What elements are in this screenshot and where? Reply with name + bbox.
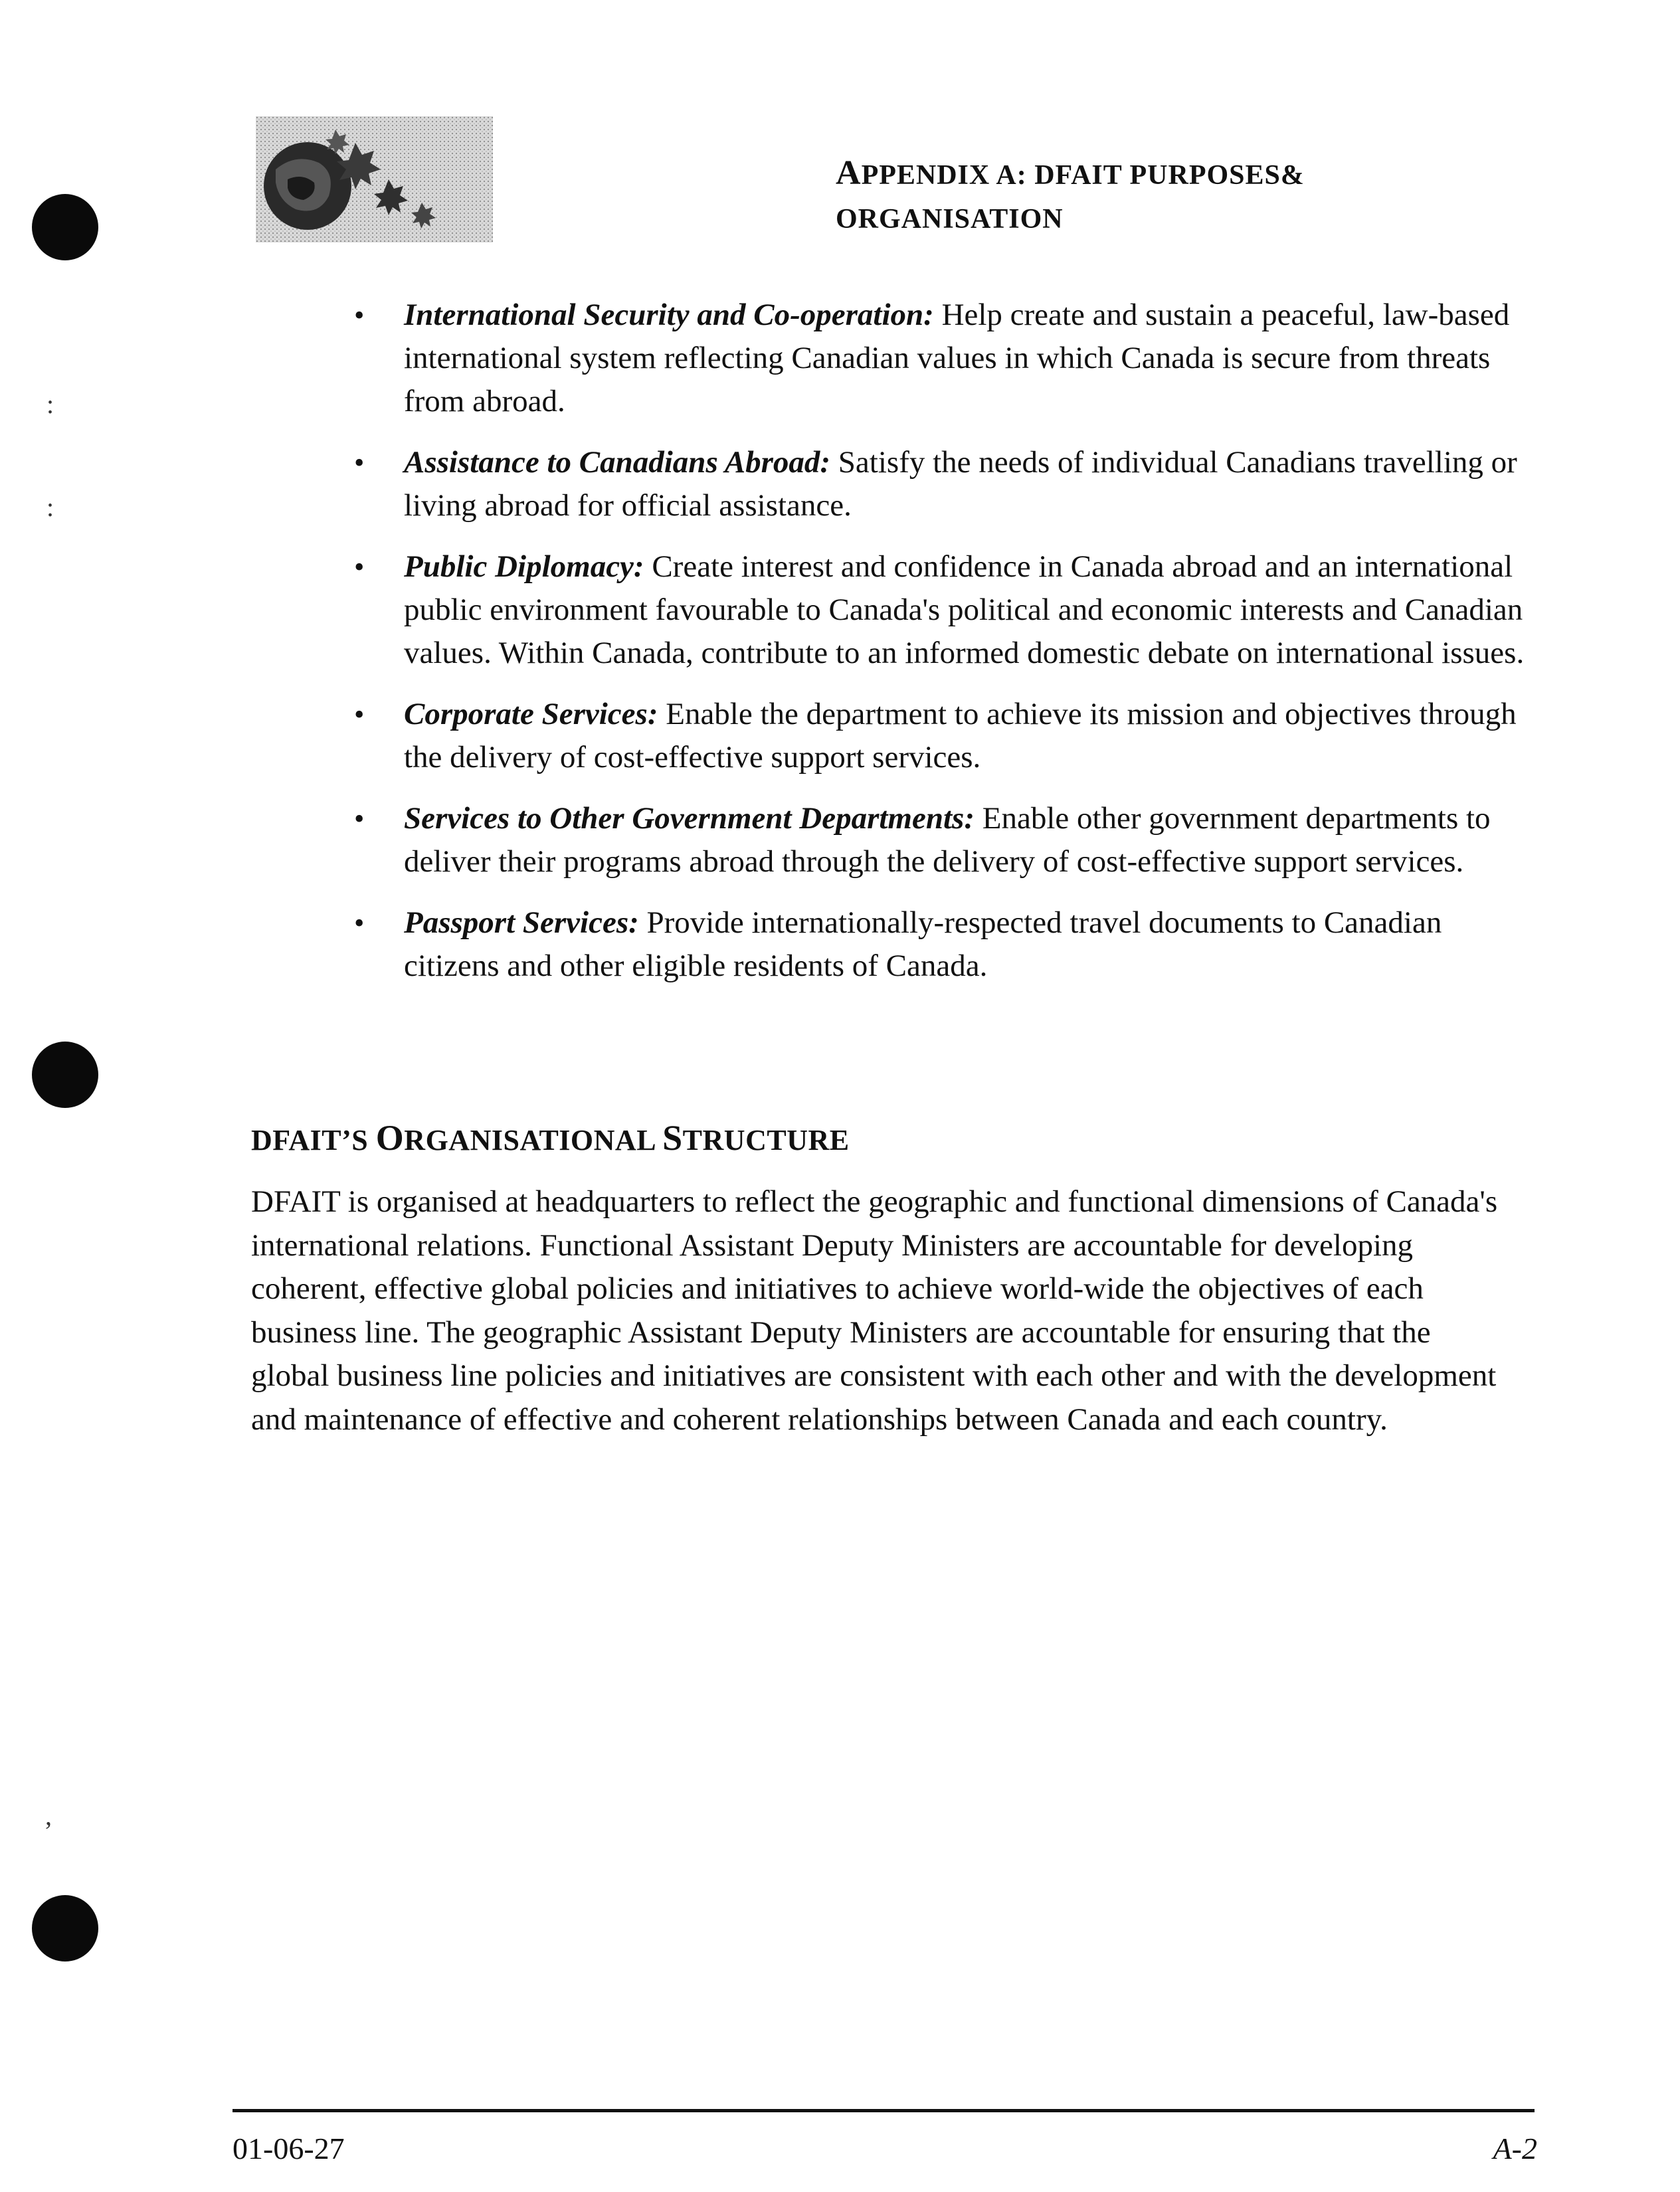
header-title-rest: PPENDIX A: DFAIT PURPOSES& xyxy=(861,160,1305,191)
scan-speck: : xyxy=(47,389,54,419)
heading-part: RGANISATIONAL xyxy=(404,1124,663,1156)
bullet-text: Create interest and confidence in Canada abroad and an international public environment favourable to Canada's political and economic interests and Canadian values. Within Canada, contribute to an informed domestic debate on international issues. xyxy=(404,549,1525,670)
bullet-icon: • xyxy=(354,446,365,479)
bullet-icon: • xyxy=(354,299,365,331)
bullet-term: Corporate Services: xyxy=(404,697,658,731)
bullet-icon: • xyxy=(354,551,365,583)
heading-part: TRUCTURE xyxy=(682,1124,850,1156)
bullet-text: Provide internationally-respected travel documents to Canadian citizens and other eligible residents of Canada. xyxy=(404,905,1442,983)
page-number: A-2 xyxy=(1493,2132,1537,2165)
bullet-term: Public Diplomacy: xyxy=(404,549,644,584)
punch-hole-bottom xyxy=(32,1895,98,1962)
scan-speck: , xyxy=(45,1801,52,1831)
punch-hole-middle xyxy=(32,1042,98,1108)
header-line-1 xyxy=(836,151,1305,197)
bullet-icon: • xyxy=(354,802,365,835)
list-item xyxy=(352,901,1528,988)
footer-rule xyxy=(233,2109,1535,2112)
bullet-icon: • xyxy=(354,698,365,731)
list-item xyxy=(352,441,1528,527)
bullet-text: Enable other government departments to deliver their programs abroad through the delivery of cost-effective support services. xyxy=(404,801,1491,879)
list-item xyxy=(352,545,1528,675)
list-item xyxy=(352,294,1528,423)
purposes-list xyxy=(352,294,1528,1006)
scan-speck: : xyxy=(47,492,54,522)
bullet-term: Services to Other Government Departments: xyxy=(404,801,975,836)
bullet-icon: • xyxy=(354,907,365,939)
list-item xyxy=(352,693,1528,779)
heading-part: S xyxy=(351,1124,376,1156)
bullet-text: Satisfy the needs of individual Canadians travelling or living abroad for official assistance. xyxy=(404,445,1517,523)
globe-with-maple-leaves-icon xyxy=(256,116,493,242)
appendix-header xyxy=(836,151,1305,241)
bullet-term: International Security and Co-operation: xyxy=(404,298,934,332)
header-line-2: ORGANISATION xyxy=(836,204,1064,234)
section-heading xyxy=(251,1118,850,1160)
punch-hole-top xyxy=(32,194,98,260)
list-item xyxy=(352,797,1528,883)
section-body-paragraph: DFAIT is organised at headquarters to reflect the geographic and functional dimensions of Canada's international relations. Functional Assistant Deputy Ministers are accountable for developing coherent, effective global policies and initiatives to achieve world-wide the objectives of each business line. The geographic Assistant Deputy Ministers are accountable for ensuring that the global business line policies and initiatives are consistent with each other and with the development and maintenance of effective and coherent relationships between Canada and each country. xyxy=(251,1184,1498,1437)
heading-cap: S xyxy=(662,1118,683,1158)
heading-part: DFAIT’ xyxy=(251,1124,352,1156)
bullet-term: Assistance to Canadians Abroad: xyxy=(404,445,831,480)
bullet-text: Enable the department to achieve its mission and objectives through the delivery of cost-effective support services. xyxy=(404,697,1517,775)
footer-date: 01-06-27 xyxy=(233,2132,345,2165)
bullet-text: Help create and sustain a peaceful, law-based international system reflecting Canadian values in which Canada is secure from threats from abroad. xyxy=(404,298,1510,418)
header-initial-cap: A xyxy=(836,154,862,192)
heading-cap: O xyxy=(375,1118,405,1158)
bullet-term: Passport Services: xyxy=(404,905,639,940)
